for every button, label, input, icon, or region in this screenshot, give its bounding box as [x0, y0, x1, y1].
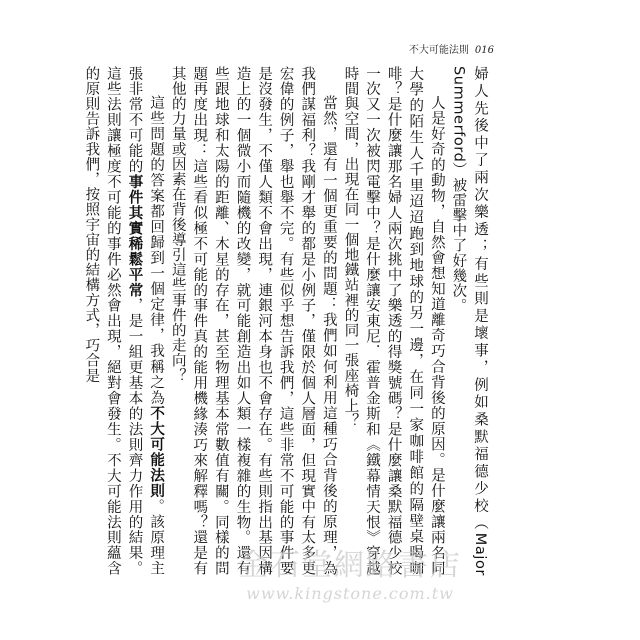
p4-text-c: ，是一組更基本的法則齊力作用的結果。這些法則讓極度不可能的事件必然會出現，絕對會發生。不大可能法則蘊含的原則告訴我們，按照宇宙的結構方式，巧合是	[83, 66, 143, 576]
watermark-text: 金石堂網路書店	[238, 548, 462, 583]
page-number: 016	[474, 45, 494, 56]
p4-text-a: 這些問題的答案都回歸到一個定律，我稱之為	[148, 95, 165, 406]
paragraph-2: 人是好奇的動物，自然會想知道離奇巧合背後的原因。是什麼讓兩名同大學的陌生人千里迢迢跑到地球的另一邊，在同一家咖啡館的隔壁桌喝咖啡？是什麼讓那名婦人兩次挑中了樂透的得獎號碼？是什麼讓桑默福德少校一次又一次被閃電擊中？是什麼讓安東尼．霍普金斯和《鐵幕情天恨》穿越時間與空間，出現在同一個地鐵站裡的同一張座椅上？	[342, 66, 445, 576]
watermark-url: www.kingstone.com.tw	[246, 584, 454, 603]
paragraph-4	[80, 66, 166, 576]
header-title: 不大可能法則	[408, 45, 469, 56]
paragraph-3: 當然，還有一個更重要的問題：我們如何利用這種巧合背後的原理，為我們謀福利？我剛才舉的都是小例子，僅限於個人層面，但現實中有太多更宏偉的例子，舉也舉不完。有些似乎想告訴我們，這些非常不可能的事件要是沒發生，不僅人類不會出現，連銀河本身也不會存在。有些則指出基因構造上的一個微小而隨機的改變，就可能創造出如人類一樣複雜的生物。還有些跟地球和太陽的距離、木星的存在，甚至物理基本常數值有關。同樣的問題再度出現：這些看似極不可能的事件真的能用機緣湊巧來解釋嗎？還是有其他的力量或因素在背後導引這些事件的走向？	[169, 66, 337, 576]
watermark	[210, 540, 490, 603]
p4-text-b: 。該原理主張非常不可能的	[126, 66, 165, 576]
p4-bold-law: 不大可能法則	[148, 405, 165, 499]
p4-bold-events: 事件其實稀鬆平常	[126, 174, 143, 298]
paragraph-1: 婦人先後中了兩次樂透；有些則是壞事，例如桑默福德少校（Major Summerford）被雷擊中了好幾次。	[450, 66, 488, 576]
body-text	[80, 66, 490, 576]
running-header	[409, 41, 494, 56]
